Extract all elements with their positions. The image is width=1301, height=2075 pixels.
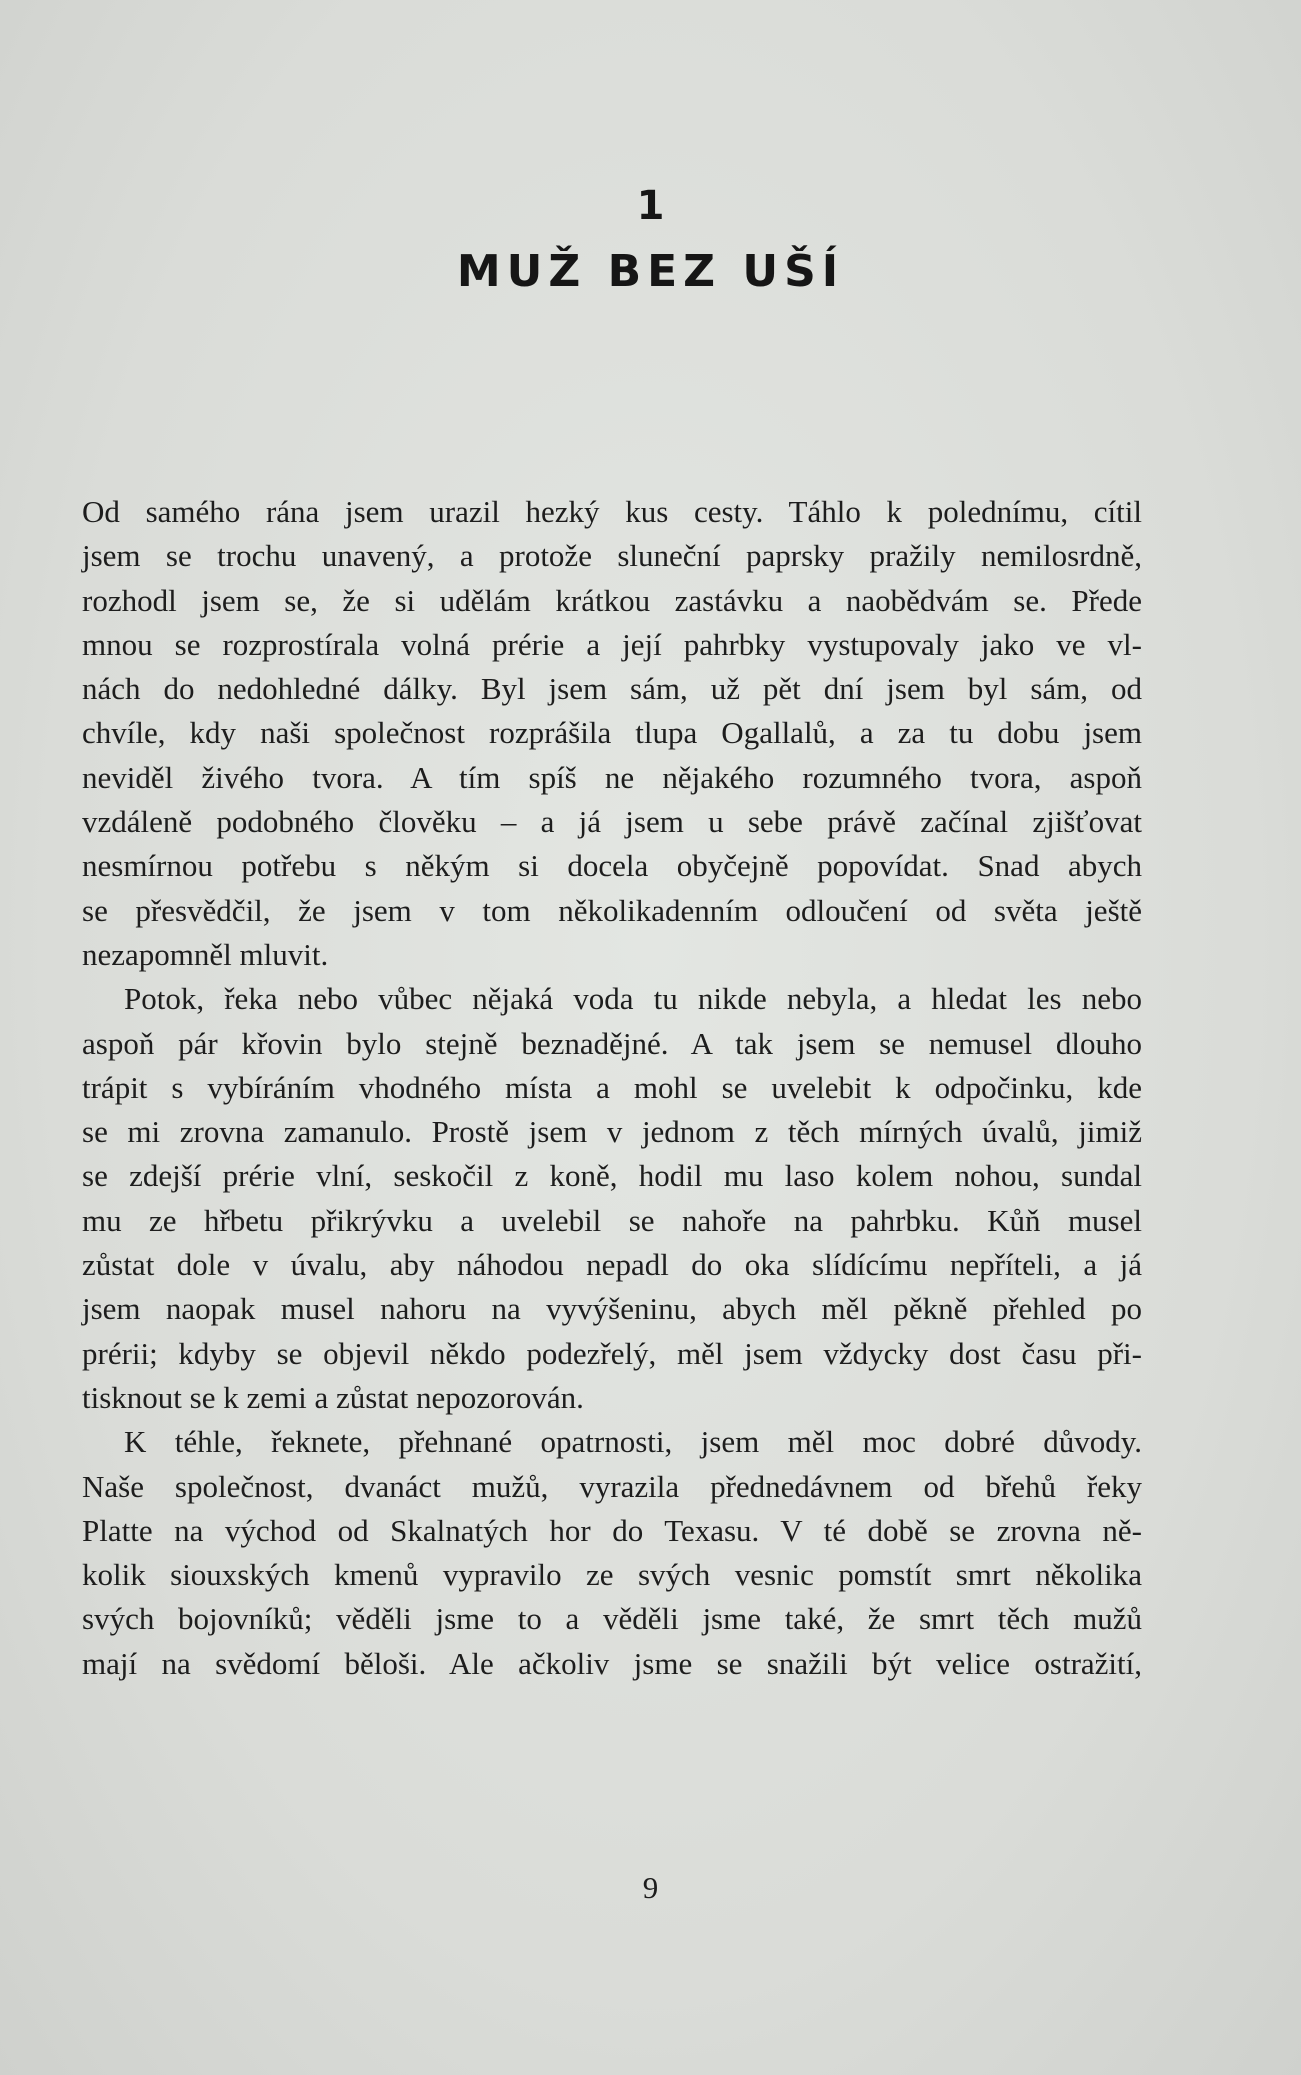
text-line: rozhodl jsem se, že si udělám krátkou zastávku a naobědvám se. Přede <box>82 582 1142 618</box>
text-line: mu ze hřbetu přikrývku a uvelebil se nahoře na pahrbku. Kůň musel <box>82 1202 1142 1238</box>
text-line: prérii; kdyby se objevil někdo podezřelý, měl jsem vždycky dost času při- <box>82 1335 1142 1371</box>
text-line: chvíle, kdy naši společnost rozprášila tlupa Ogallalů, a za tu dobu jsem <box>82 715 1142 751</box>
text-line: aspoň pár křovin bylo stejně beznadějné. A tak jsem se nemusel dlouho <box>82 1025 1142 1061</box>
text-line: mnou se rozprostírala volná prérie a její pahrbky vystupovaly jako ve vl- <box>82 626 1142 662</box>
text-line: mají na svědomí běloši. Ale ačkoliv jsme se snažili být velice ostražití, <box>82 1645 1142 1681</box>
text-line: svých bojovníků; věděli jsme to a věděli jsme také, že smrt těch mužů <box>82 1601 1142 1637</box>
text-line: neviděl živého tvora. A tím spíš ne nějakého rozumného tvora, aspoň <box>82 759 1142 795</box>
text-line: se přesvědčil, že jsem v tom několikadenním odloučení od světa ještě <box>82 892 1142 928</box>
text-line: jsem naopak musel nahoru na vyvýšeninu, abych měl pěkně přehled po <box>82 1291 1142 1327</box>
text-line: jsem se trochu unavený, a protože sluneční paprsky pražily nemilosrdně, <box>82 538 1142 574</box>
text-line: zůstat dole v úvalu, aby náhodou nepadl do oka slídícímu nepříteli, a já <box>82 1247 1142 1283</box>
text-line: se zdejší prérie vlní, seskočil z koně, hodil mu laso kolem nohou, sundal <box>82 1158 1142 1194</box>
page-number: 9 <box>642 1870 659 1905</box>
text-line: Od samého rána jsem urazil hezký kus cesty. Táhlo k polednímu, cítil <box>82 494 1142 529</box>
chapter-number: 1 <box>636 183 665 229</box>
text-line: nách do nedohledné dálky. Byl jsem sám, už pět dní jsem byl sám, od <box>82 671 1142 707</box>
chapter-title: MUŽ BEZ UŠÍ <box>456 246 845 297</box>
text-line: Naše společnost, dvanáct mužů, vyrazila přednedávnem od břehů řeky <box>82 1468 1142 1504</box>
text-line: nesmírnou potřebu s někým si docela obyčejně popovídat. Snad abych <box>82 848 1142 884</box>
text-line: Potok, řeka nebo vůbec nějaká voda tu nikde nebyla, a hledat les nebo <box>124 981 1142 1017</box>
text-line: K téhle, řeknete, přehnané opatrnosti, jsem měl moc dobré důvody. <box>124 1424 1142 1460</box>
text-line: vzdáleně podobného člověku – a já jsem u sebe právě začínal zjišťovat <box>82 804 1142 840</box>
text-line: kolik siouxských kmenů vypravilo ze svých vesnic pomstít smrt několika <box>82 1557 1142 1593</box>
text-line: Platte na východ od Skalnatých hor do Texasu. V té době se zrovna ně- <box>82 1512 1142 1548</box>
text-line: tisknout se k zemi a zůstat nepozorován. <box>82 1379 584 1415</box>
chapter-body <box>82 490 1142 1686</box>
text-line: nezapomněl mluvit. <box>82 936 329 972</box>
text-line: trápit s vybíráním vhodného místa a mohl se uvelebit k odpočinku, kde <box>82 1069 1142 1105</box>
text-line: se mi zrovna zamanulo. Prostě jsem v jednom z těch mírných úvalů, jimiž <box>82 1114 1142 1150</box>
